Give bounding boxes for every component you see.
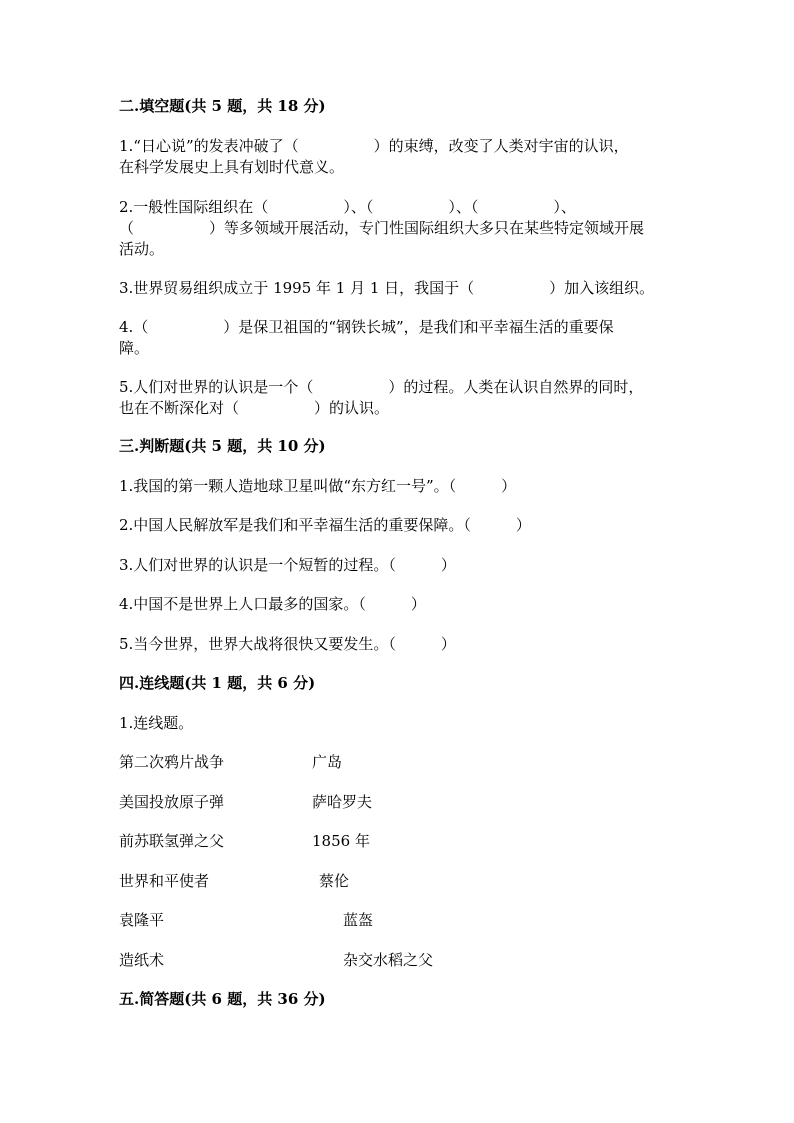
fill-blank-q1-line1: 1.“日心说”的发表冲破了（ ）的束缚，改变了人类对宇宙的认识，: [119, 137, 629, 155]
match-right-2: 萨哈罗夫: [312, 793, 373, 811]
match-intro: 1.连线题。: [119, 714, 194, 732]
section-heading-match: 四.连线题(共 1 题，共 6 分): [119, 674, 316, 692]
fill-blank-q4-line1: 4.（ ）是保卫祖国的“钢铁长城”，是我们和平幸福生活的重要保: [119, 318, 614, 336]
fill-blank-q2-line3: 活动。: [119, 240, 165, 258]
match-right-4: 蔡伦: [319, 872, 350, 890]
match-right-3: 1856 年: [312, 832, 370, 850]
match-right-5: 蓝盔: [343, 911, 374, 929]
fill-blank-q5-line2: 也在不断深化对（ ）的认识。: [119, 399, 390, 417]
match-right-1: 广岛: [312, 753, 343, 771]
fill-blank-q3: 3.世界贸易组织成立于 1995 年 1 月 1 日，我国于（ ）加入该组织。: [119, 279, 655, 297]
match-right-6: 杂交水稻之父: [343, 951, 434, 969]
section-heading-short-answer: 五.简答题(共 6 题，共 36 分): [119, 990, 326, 1008]
section-heading-judge: 三.判断题(共 5 题，共 10 分): [119, 437, 326, 455]
match-left-6: 造纸术: [119, 951, 165, 969]
judge-item-4: 4.中国不是世界上人口最多的国家。（ ）: [119, 595, 426, 613]
fill-blank-q2-line2: （ ）等多领域开展活动，专门性国际组织大多只在某些特定领域开展: [119, 219, 645, 237]
match-left-2: 美国投放原子弹: [119, 793, 225, 811]
judge-item-3: 3.人们对世界的认识是一个短暂的过程。（ ）: [119, 556, 456, 574]
fill-blank-q4-line2: 障。: [119, 339, 150, 357]
fill-blank-q2-line1: 2.一般性国际组织在（ ）、（ ）、（ ）、: [119, 198, 576, 216]
judge-item-1: 1.我国的第一颗人造地球卫星叫做“东方红一号”。（ ）: [119, 477, 517, 495]
section-heading-fill-blank: 二.填空题(共 5 题，共 18 分): [119, 97, 326, 115]
match-left-1: 第二次鸦片战争: [119, 753, 225, 771]
match-left-3: 前苏联氢弹之父: [119, 832, 225, 850]
judge-item-2: 2.中国人民解放军是我们和平幸福生活的重要保障。（ ）: [119, 516, 531, 534]
match-left-4: 世界和平使者: [119, 872, 210, 890]
judge-item-5: 5.当今世界，世界大战将很快又要发生。（ ）: [119, 635, 456, 653]
fill-blank-q5-line1: 5.人们对世界的认识是一个（ ）的过程。人类在认识自然界的同时，: [119, 378, 644, 396]
fill-blank-q1-line2: 在科学发展史上具有划时代意义。: [119, 158, 345, 176]
match-left-5: 袁隆平: [119, 911, 165, 929]
